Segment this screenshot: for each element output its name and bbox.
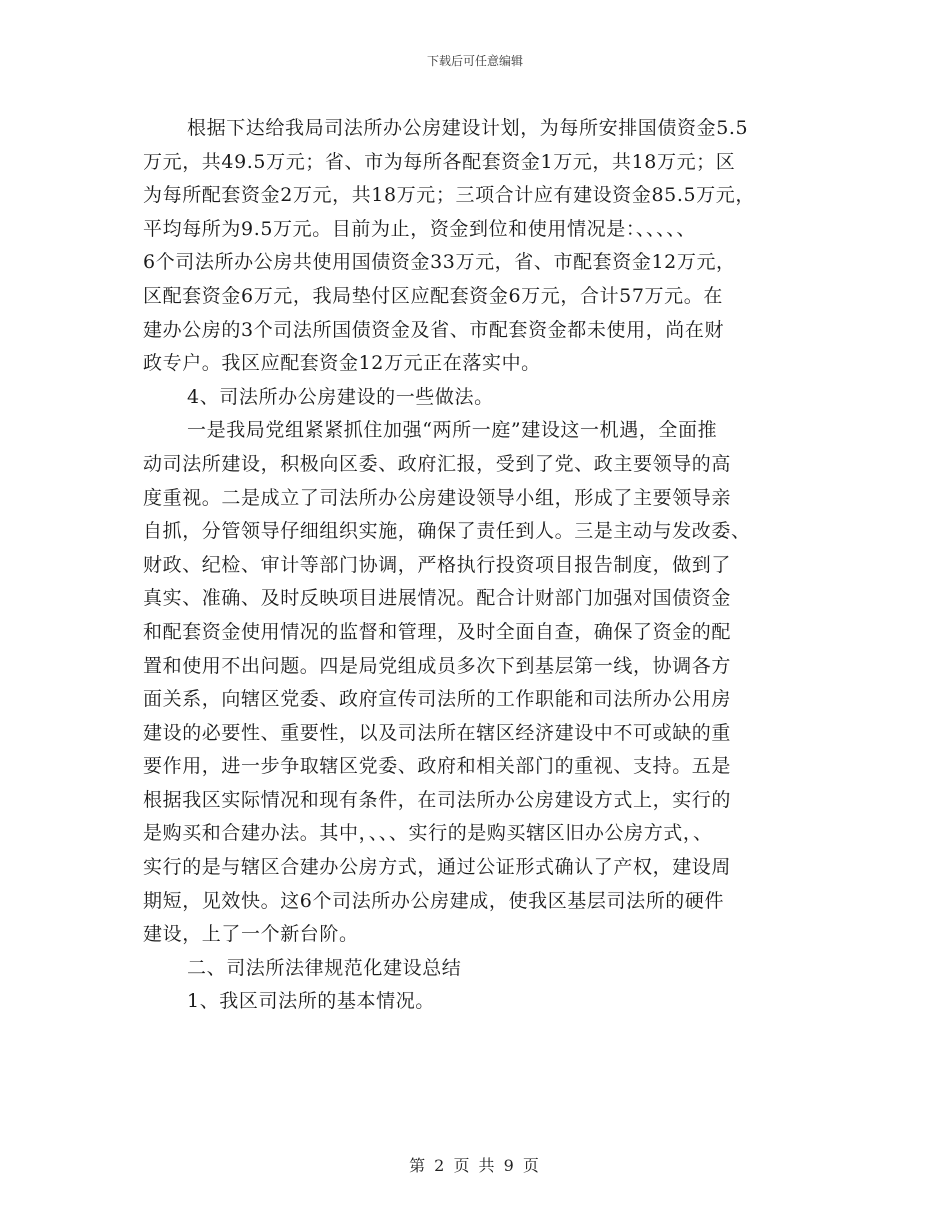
text-line: 1、我区司法所的基本情况。 — [187, 990, 435, 1013]
document-body — [143, 112, 823, 1019]
page-header: 下载后可任意编辑 — [426, 54, 523, 68]
text-line: 6个司法所办公房共使用国债资金33万元，省、市配套资金12万元， — [143, 251, 736, 274]
text-line: 二、司法所法律规范化建设总结 — [187, 956, 462, 979]
text-line: 区配套资金6万元，我局垫付区应配套资金6万元，合计57万元。在 — [143, 284, 723, 307]
text-line: 度重视。二是成立了司法所办公房建设领导小组，形成了主要领导亲 — [143, 486, 732, 509]
text-line: 建办公房的3个司法所国债资金及省、市配套资金都未使用，尚在财 — [143, 318, 725, 341]
text-line: 政专户。我区应配套资金12万元正在落实中。 — [143, 352, 541, 375]
text-line: 真实、准确、及时反映项目进展情况。配合计财部门加强对国债资金 — [143, 587, 732, 610]
text-line: 动司法所建设，积极向区委、政府汇报，受到了党、政主要领导的高 — [143, 452, 732, 475]
text-line: 是购买和合建办法。其中，、、、实行的是购买辖区旧办公房方式，、 — [143, 822, 713, 845]
text-line: 置和使用不出问题。四是局党组成员多次下到基层第一线，协调各方 — [143, 654, 732, 677]
text-line: 实行的是与辖区合建办公房方式，通过公证形式确认了产权，建设周 — [143, 856, 732, 879]
text-line: 面关系，向辖区党委、政府宣传司法所的工作职能和司法所办公用房 — [143, 688, 732, 711]
text-line: 建设，上了一个新台阶。 — [143, 923, 359, 946]
text-line: 和配套资金使用情况的监督和管理，及时全面自查，确保了资金的配 — [143, 620, 732, 643]
text-line: 自抓，分管领导仔细组织实施，确保了责任到人。三是主动与发改委、 — [143, 520, 751, 543]
text-line: 根据下达给我局司法所办公房建设计划，为每所安排国债资金5.5 — [187, 117, 749, 139]
text-line: 一是我局党组紧紧抓住加强“两所一庭”建设这一机遇，全面推 — [187, 419, 718, 442]
text-line: 期短，见效快。这6个司法所办公房建成，使我区基层司法所的硬件 — [143, 889, 725, 912]
text-line: 万元，共49.5万元；省、市为每所各配套资金1万元，共18万元；区 — [143, 150, 736, 173]
text-line: 建设的必要性、重要性，以及司法所在辖区经济建设中不可或缺的重 — [143, 721, 732, 744]
text-line: 4、司法所办公房建设的一些做法。 — [187, 385, 494, 408]
page-number: 第 2 页 共 9 页 — [409, 1156, 541, 1175]
text-line: 平均每所为9.5万元。目前为止，资金到位和使用情况是：、、、、、 — [143, 217, 696, 240]
text-line: 根据我区实际情况和现有条件，在司法所办公房建设方式上，实行的 — [143, 788, 732, 811]
text-line: 财政、纪检、审计等部门协调，严格执行投资项目报告制度，做到了 — [143, 553, 732, 576]
text-line: 要作用，进一步争取辖区党委、政府和相关部门的重视、支持。五是 — [143, 755, 732, 778]
text-line: 为每所配套资金2万元，共18万元；三项合计应有建设资金85.5万元， — [143, 184, 755, 207]
